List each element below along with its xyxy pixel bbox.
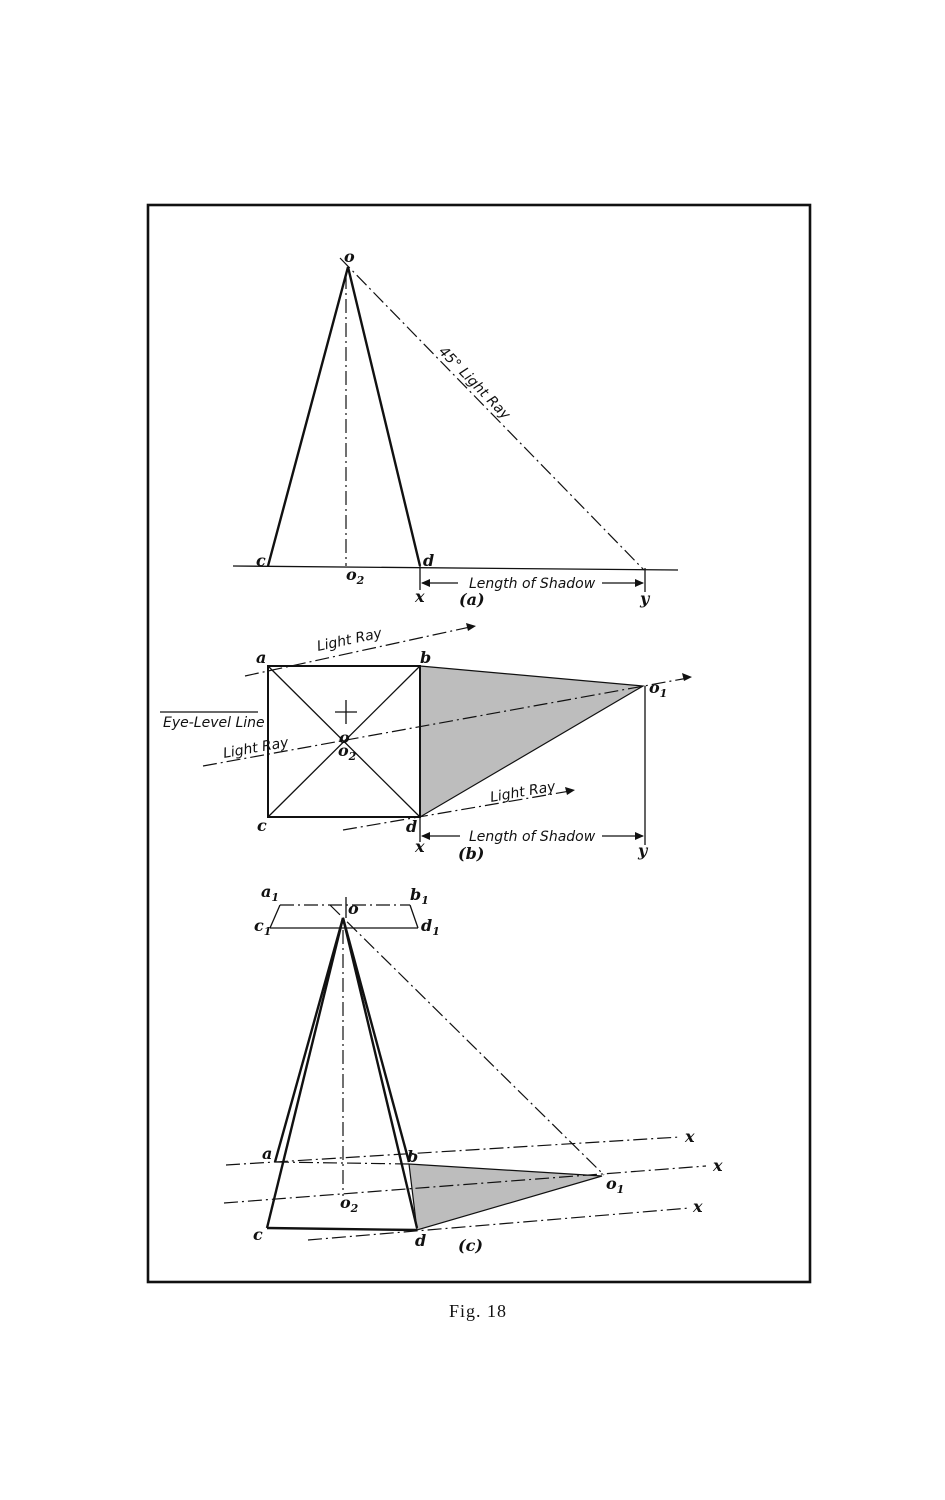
point-label-a: a	[256, 648, 267, 667]
arrowhead	[682, 673, 692, 681]
point-label-b1: $b_1$	[410, 885, 429, 907]
arrowhead	[421, 579, 430, 587]
point-label-b: b	[420, 648, 432, 667]
point-label-o1: $o_1$	[649, 678, 668, 700]
panel-caption: (b)	[458, 844, 485, 863]
ground-line	[233, 566, 678, 570]
panel-a	[233, 247, 678, 609]
point-label-o2: $o_2$	[338, 741, 357, 763]
arrowhead	[565, 787, 575, 795]
point-label-o2: $o_2$	[346, 565, 365, 587]
parallel-ray	[226, 1137, 680, 1165]
point-label-x: x	[415, 837, 425, 856]
panel-caption: (a)	[459, 590, 485, 609]
light-ray-mid-label: Light Ray	[221, 734, 290, 762]
point-label-x: x	[693, 1197, 703, 1216]
point-label-c: c	[256, 551, 266, 570]
point-label-o1: $o_1$	[606, 1174, 625, 1196]
light-ray-bottom-label: Light Ray	[488, 778, 557, 806]
shadow-label: Length of Shadow	[469, 829, 596, 845]
shadow-label: Length of Shadow	[469, 576, 596, 592]
arrowhead	[466, 623, 476, 631]
point-label-y: y	[638, 841, 648, 860]
point-label-o: o	[348, 899, 359, 918]
panel-b	[160, 623, 692, 863]
arrowhead	[635, 579, 644, 587]
panel-caption: (c)	[458, 1236, 483, 1255]
point-label-x: x	[713, 1156, 723, 1175]
point-label-c: c	[257, 816, 267, 835]
light-ray-45	[340, 258, 644, 570]
pyramid-edge	[267, 918, 343, 1228]
point-label-b: b	[407, 1147, 419, 1166]
point-label-o2: $o_2$	[340, 1193, 359, 1215]
light-ray-top-label: Light Ray	[315, 625, 384, 655]
arrowhead	[635, 832, 644, 840]
point-label-x: x	[415, 587, 425, 606]
point-label-c: c	[253, 1225, 263, 1244]
base-back-edge	[275, 1162, 409, 1164]
point-label-d: d	[406, 817, 418, 836]
light-ray-label: 45° Light Ray	[435, 343, 514, 423]
plan-edge-left	[270, 905, 280, 928]
pyramid-edge	[343, 918, 409, 1162]
panel-c	[224, 882, 723, 1255]
point-label-y: y	[640, 589, 650, 608]
pyramid-edge	[343, 918, 417, 1228]
shadow-area	[409, 1164, 602, 1230]
triangle-outline	[268, 267, 420, 566]
base-front-edge	[267, 1228, 417, 1230]
point-label-d1: $d_1$	[421, 916, 440, 938]
plan-edge-right	[410, 905, 418, 928]
point-label-x: x	[685, 1127, 695, 1146]
parallel-ray	[308, 1208, 690, 1240]
figure-caption: Fig. 18	[449, 1301, 508, 1321]
point-label-o: o	[344, 247, 355, 266]
point-label-d: d	[423, 551, 435, 570]
point-label-c1: $c_1$	[254, 916, 272, 938]
eye-level-label: Eye-Level Line	[163, 715, 265, 731]
point-label-o: o	[339, 728, 350, 747]
point-label-d: d	[415, 1231, 427, 1250]
point-label-a: a	[262, 1144, 273, 1163]
point-label-a1: $a_1$	[261, 882, 280, 904]
pyramid-edge	[275, 918, 343, 1162]
